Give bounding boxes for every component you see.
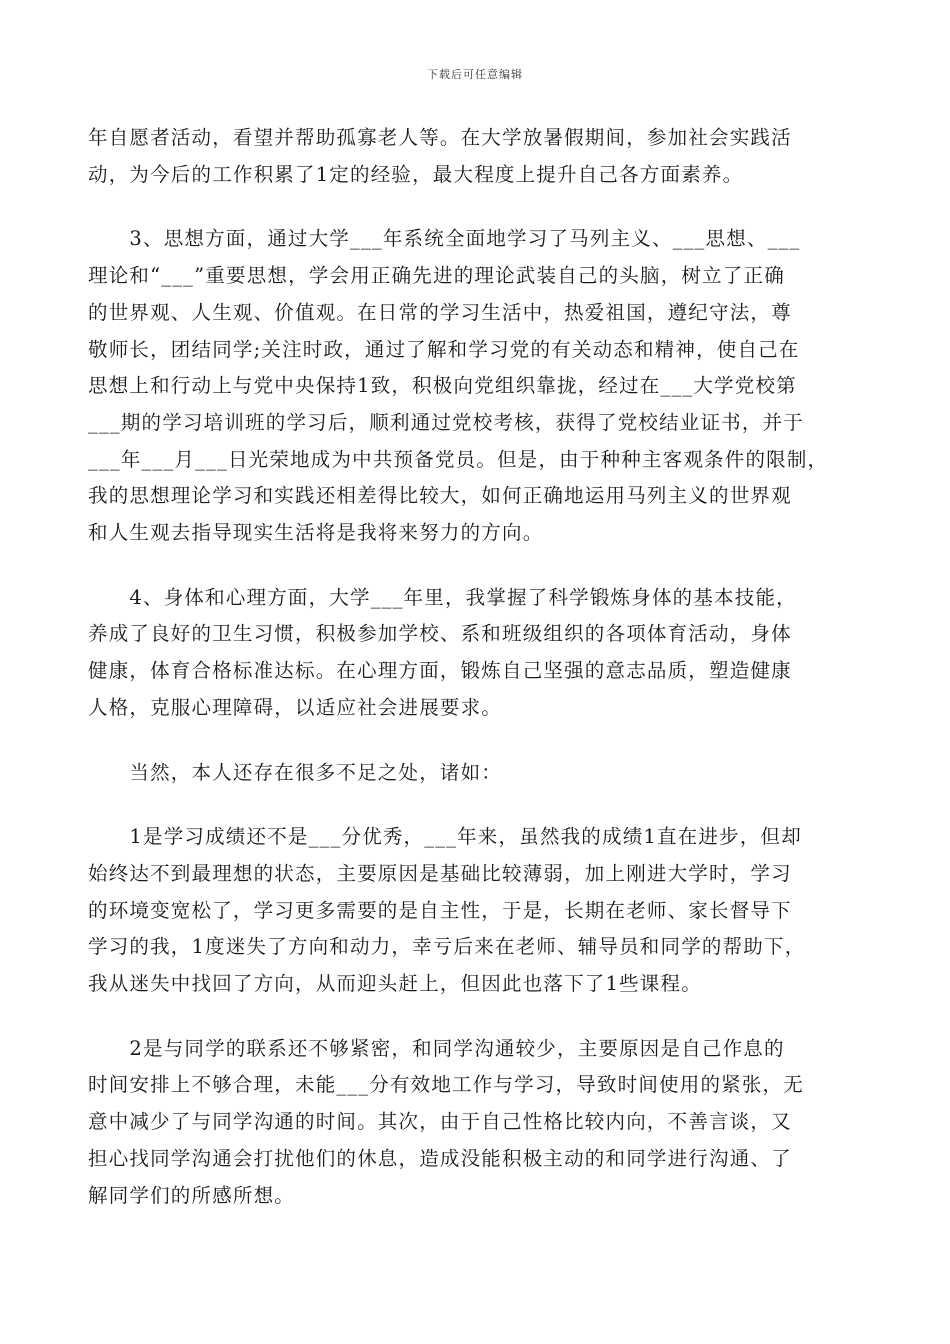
text-line: 人格，克服心理障碍，以适应社会进展要求。 [88,695,503,719]
text-line: 我从迷失中找回了方向，从而迎头赶上，但因此也落下了1些课程。 [88,972,702,996]
paragraph-shortcoming-1 [88,819,868,1003]
text-line: 时间安排上不够合理，未能___分有效地工作与学习，导致时间使用的紧张，无 [88,1073,804,1097]
text-line: 和人生观去指导现实生活将是我将来努力的方向。 [88,521,544,545]
text-line: 动，为今后的工作积累了1定的经验，最大程度上提升自己各方面素养。 [88,162,744,186]
text-line: 敬师长，团结同学;关注时政，通过了解和学习党的有关动态和精神，使自己在 [88,337,800,361]
text-line: ___期的学习培训班的学习后，顺利通过党校考核，获得了党校结业证书，并于 [88,410,804,434]
text-line: 养成了良好的卫生习惯，积极参加学校、系和班级组织的各项体育活动，身体 [88,622,792,646]
paragraph-ideology [88,221,868,551]
text-line: 的世界观、人生观、价值观。在日常的学习生活中，热爱祖国，遵纪守法，尊 [88,300,792,324]
text-line: 3、思想方面，通过大学___年系统全面地学习了马列主义、___思想、___ [88,227,801,251]
text-line: 始终达不到最理想的状态，主要原因是基础比较薄弱，加上刚进大学时，学习 [88,861,792,885]
text-line: 意中减少了与同学沟通的时间。其次，由于自己性格比较内向，不善言谈，又 [88,1110,792,1134]
text-line: 我的思想理论学习和实践还相差得比较大，如何正确地运用马列主义的世界观 [88,484,792,508]
text-line: 健康，体育合格标准达标。在心理方面，锻炼自己坚强的意志品质，塑造健康 [88,659,792,683]
paragraph-health [88,580,868,727]
text-line: 2是与同学的联系还不够紧密，和同学沟通较少，主要原因是自己作息的 [88,1036,785,1060]
text-line: 年自愿者活动，看望并帮助孤寡老人等。在大学放暑假期间，参加社会实践活 [88,126,792,149]
text-line: 的环境变宽松了，学习更多需要的是自主性，于是，长期在老师、家长督导下 [88,898,792,922]
text-line: 思想上和行动上与党中央保持1致，积极向党组织靠拢，经过在___大学党校第 [88,374,797,398]
text-line: 4、身体和心理方面，大学___年里，我掌握了科学锻炼身体的基本技能， [88,585,797,609]
text-line: 解同学们的所感所想。 [88,1183,296,1207]
paragraph-volunteer [88,120,868,193]
text-line: 1是学习成绩还不是___分优秀，___年来，虽然我的成绩1直在进步，但却 [88,825,802,849]
page-header-note: 下载后可任意编辑 [427,68,523,81]
text-line: 担心找同学沟通会打扰他们的休息，造成没能积极主动的和同学进行沟通、了 [88,1146,792,1170]
text-line: ___年___月___日光荣地成为中共预备党员。但是，由于种种主客观条件的限制， [88,447,829,471]
paragraph-shortcomings-intro [88,755,868,792]
text-line: 学习的我，1度迷失了方向和动力，幸亏后来在老师、辅导员和同学的帮助下， [88,935,806,959]
text-line: 理论和“___”重要思想，学会用正确先进的理论武装自己的头脑，树立了正确 [88,264,785,288]
paragraph-shortcoming-2 [88,1031,868,1215]
text-line: 当然，本人还存在很多不足之处，诸如： [88,760,503,784]
document-body [88,120,868,1242]
